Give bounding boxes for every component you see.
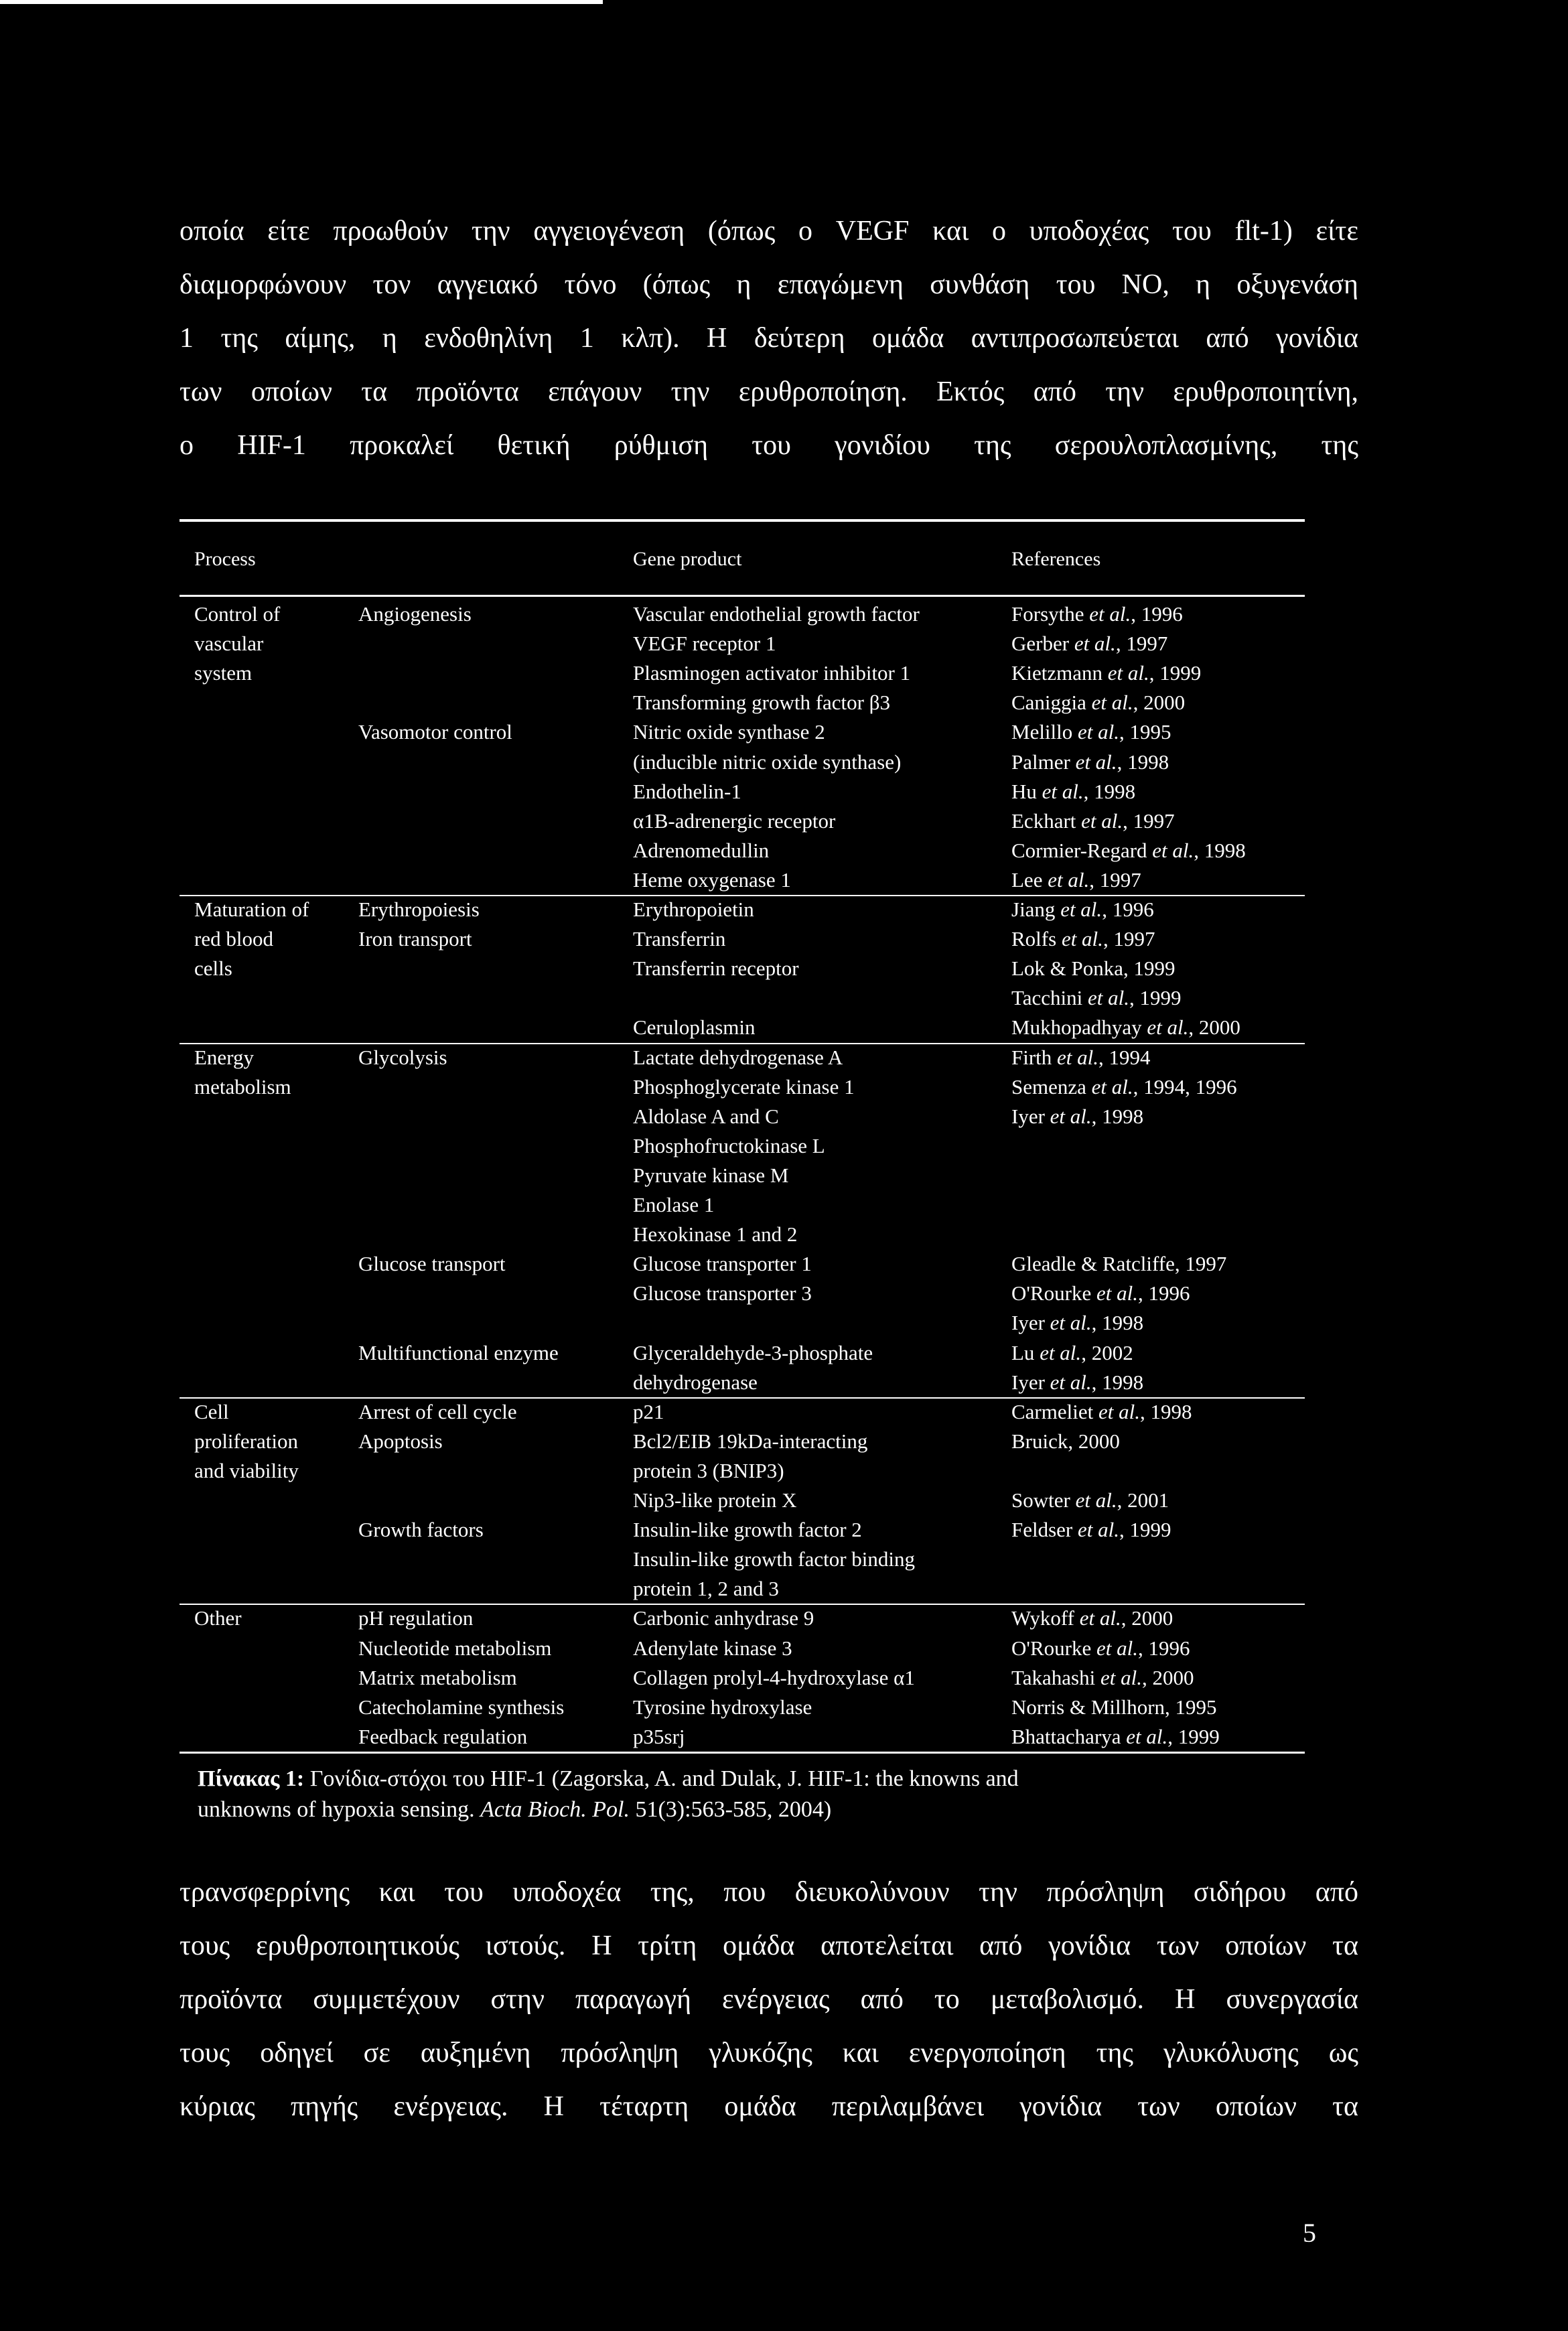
reference-author: Carmeliet: [1011, 1399, 1094, 1423]
reference-year: , 2001: [1117, 1488, 1169, 1512]
reference-et-al: et al.: [1091, 1074, 1133, 1099]
reference: [1011, 1369, 1143, 1396]
gene-product: Endothelin-1: [633, 779, 741, 803]
reference-author: Bruick, 2000: [1011, 1429, 1120, 1453]
process-subcategory: Multifunctional enzyme: [358, 1340, 559, 1364]
caption-text: 51(3):563-585, 2004): [629, 1797, 832, 1822]
reference-year: , 1998: [1117, 750, 1169, 774]
process-group: and viability: [194, 1458, 299, 1482]
process-subcategory: Catecholamine synthesis: [358, 1695, 565, 1719]
reference: [1011, 837, 1246, 864]
reference-et-al: et al.: [1050, 1104, 1092, 1128]
reference: [1011, 1074, 1237, 1101]
reference-year: , 1994, 1996: [1133, 1074, 1237, 1099]
process-group: Cell: [194, 1399, 229, 1423]
reference-year: , 1998: [1091, 1104, 1144, 1128]
reference: [1011, 1044, 1151, 1071]
gene-product: Glyceraldehyde-3-phosphate: [633, 1340, 873, 1364]
process-subcategory: Arrest of cell cycle: [358, 1399, 517, 1423]
reference: [1011, 1723, 1220, 1750]
reference: [1011, 719, 1171, 746]
reference-year: , 1997: [1115, 632, 1168, 656]
reference: [1011, 630, 1167, 657]
reference-author: Melillo: [1011, 720, 1073, 744]
reference-et-al: et al.: [1126, 1724, 1168, 1748]
header-rule: [180, 595, 1305, 597]
gene-product: Enolase 1: [633, 1193, 715, 1216]
process-subcategory: Iron transport: [358, 927, 472, 951]
reference-year: , 1999: [1149, 661, 1202, 685]
reference-et-al: et al.: [1100, 1665, 1142, 1689]
process-subcategory: Vasomotor control: [358, 720, 512, 744]
reference-author: Norris & Millhorn, 1995: [1011, 1695, 1217, 1719]
reference: [1011, 955, 1175, 982]
reference: [1011, 749, 1169, 776]
reference-author: Tacchini: [1011, 986, 1083, 1010]
header-process: Process: [194, 548, 256, 570]
text-line: τους ερυθροποιητικούς ιστούς. Η τρίτη ομάδα αποτελείται από γονίδια των οποίων τα: [180, 1930, 1358, 1961]
reference-et-al: et al.: [1060, 898, 1102, 921]
reference-author: Bhattacharya: [1011, 1724, 1121, 1748]
reference: [1011, 1399, 1192, 1425]
reference-et-al: et al.: [1107, 661, 1149, 685]
reference: [1011, 1635, 1190, 1662]
reference-year: , 2000: [1141, 1665, 1194, 1689]
text-line: των οποίων τα προϊόντα επάγουν την ερυθροποίηση. Εκτός από την ερυθροποιητίνη,: [180, 376, 1358, 407]
process-subcategory: Erythropoiesis: [358, 898, 480, 921]
process-subcategory: pH regulation: [358, 1606, 474, 1630]
reference-year: , 2000: [1133, 691, 1186, 715]
reference-author: Iyer: [1011, 1104, 1045, 1128]
reference-et-al: et al.: [1078, 1518, 1120, 1542]
process-group: system: [194, 661, 253, 685]
reference: [1011, 1665, 1194, 1691]
reference-et-al: et al.: [1147, 1015, 1189, 1040]
gene-product: p35srj: [633, 1724, 685, 1748]
gene-product: Nitric oxide synthase 2: [633, 720, 825, 744]
text-line: 1 της αίμης, η ενδοθηλίνη 1 κλπ). Η δεύτερη ομάδα αντιπροσωπεύεται από γονίδια: [180, 323, 1358, 354]
process-group: Energy: [194, 1045, 254, 1069]
reference-et-al: et al.: [1057, 1045, 1099, 1069]
reference-author: Hu: [1011, 779, 1037, 803]
gene-product: protein 3 (BNIP3): [633, 1458, 784, 1482]
reference-author: O'Rourke: [1011, 1281, 1092, 1305]
gene-product: Phosphofructokinase L: [633, 1133, 825, 1157]
reference-author: Feldser: [1011, 1518, 1073, 1542]
reference-et-al: et al.: [1075, 750, 1117, 774]
header-references: References: [1011, 548, 1101, 570]
reference-author: Rolfs: [1011, 927, 1057, 951]
reference: [1011, 926, 1155, 952]
page-number: 5: [1303, 2218, 1316, 2248]
reference-year: , 1998: [1091, 1311, 1144, 1335]
reference: [1011, 1251, 1226, 1277]
gene-product: Phosphoglycerate kinase 1: [633, 1074, 855, 1099]
gene-product: Erythropoietin: [633, 898, 754, 921]
paragraph-top: [180, 204, 1358, 472]
caption-label: Πίνακας 1:: [198, 1766, 305, 1791]
reference: [1011, 601, 1183, 628]
reference-year: , 1999: [1119, 1518, 1171, 1542]
gene-product: Insulin-like growth factor binding: [633, 1547, 915, 1571]
gene-product: VEGF receptor 1: [633, 632, 776, 656]
reference-year: , 1998: [1091, 1370, 1144, 1394]
process-subcategory: Nucleotide metabolism: [358, 1636, 552, 1660]
process-group: metabolism: [194, 1074, 291, 1099]
reference-et-al: et al.: [1074, 632, 1116, 656]
text-line: τρανσφερρίνης και του υποδοχέα της, που διευκολύνουν την πρόσληψη σιδήρου από: [180, 1877, 1358, 1908]
gene-product: Glucose transporter 1: [633, 1252, 812, 1276]
reference-year: , 2000: [1121, 1606, 1173, 1630]
reference: [1011, 660, 1201, 687]
reference-author: Iyer: [1011, 1370, 1045, 1394]
gene-product: p21: [633, 1399, 664, 1423]
caption-text: Γονίδια-στόχοι του HIF-1 (Zagorska, A. and Dulak, J. HIF-1: the knowns and: [304, 1766, 1019, 1791]
reference-et-al: et al.: [1089, 602, 1131, 626]
process-subcategory: Glucose transport: [358, 1252, 506, 1276]
gene-product: Tyrosine hydroxylase: [633, 1695, 812, 1719]
reference-year: , 1999: [1167, 1724, 1220, 1748]
reference-author: Lok & Ponka, 1999: [1011, 957, 1175, 981]
top-rule: [0, 0, 603, 4]
reference-year: , 1997: [1102, 927, 1155, 951]
reference: [1011, 1605, 1173, 1632]
reference-year: , 1998: [1139, 1399, 1192, 1423]
process-subcategory: Angiogenesis: [358, 602, 472, 626]
gene-product: Adrenomedullin: [633, 838, 770, 862]
table-bottom-rule: [180, 1752, 1305, 1754]
gene-product: Insulin-like growth factor 2: [633, 1518, 862, 1542]
process-group: Other: [194, 1606, 242, 1630]
reference-author: O'Rourke: [1011, 1636, 1092, 1660]
reference-year: , 1998: [1194, 838, 1246, 862]
paragraph-bottom: [180, 1865, 1358, 2133]
reference-et-al: et al.: [1091, 691, 1133, 715]
gene-product: Vascular endothelial growth factor: [633, 602, 920, 626]
reference-author: Sowter: [1011, 1488, 1070, 1512]
process-subcategory: Glycolysis: [358, 1045, 447, 1069]
text-line: προϊόντα συμμετέχουν στην παραγωγή ενέργειας από το μεταβολισμό. Η συνεργασία: [180, 1984, 1358, 2015]
reference: [1011, 896, 1154, 923]
reference-et-al: et al.: [1040, 1340, 1082, 1364]
reference: [1011, 1103, 1143, 1130]
gene-product: dehydrogenase: [633, 1370, 758, 1394]
gene-product: Transferrin receptor: [633, 957, 799, 981]
reference-et-al: et al.: [1088, 986, 1130, 1010]
reference-year: , 2002: [1081, 1340, 1133, 1364]
gene-product: Nip3-like protein X: [633, 1488, 797, 1512]
reference-year: , 1996: [1137, 1281, 1190, 1305]
reference-et-al: et al.: [1050, 1370, 1092, 1394]
reference-et-al: et al.: [1061, 927, 1103, 951]
reference: [1011, 1340, 1133, 1366]
gene-product: protein 1, 2 and 3: [633, 1577, 779, 1601]
gene-product: Glucose transporter 3: [633, 1281, 812, 1305]
reference-year: , 1998: [1083, 779, 1136, 803]
reference-et-al: et al.: [1075, 1488, 1117, 1512]
reference-year: , 1994: [1098, 1045, 1151, 1069]
reference-year: , 1996: [1131, 602, 1183, 626]
gene-product: Lactate dehydrogenase A: [633, 1045, 843, 1069]
process-subcategory: Matrix metabolism: [358, 1665, 517, 1689]
reference-author: Lee: [1011, 867, 1043, 892]
process-group: red blood: [194, 927, 273, 951]
gene-product: Transforming growth factor β3: [633, 691, 890, 715]
text-line: ο HIF-1 προκαλεί θετική ρύθμιση του γονιδίου της σερουλοπλασμίνης, της: [180, 430, 1358, 461]
gene-product: Adenylate kinase 3: [633, 1636, 792, 1660]
text-line: διαμορφώνουν τον αγγειακό τόνο (όπως η επαγώμενη συνθάση του NO, η οξυγενάση: [180, 269, 1358, 300]
text-line: οποία είτε προωθούν την αγγειογένεση (όπως ο VEGF και ο υποδοχέας του flt-1) είτε: [180, 216, 1358, 246]
reference-author: Caniggia: [1011, 691, 1086, 715]
reference-author: Forsythe: [1011, 602, 1084, 626]
reference-year: , 1997: [1123, 808, 1175, 833]
reference: [1011, 1694, 1217, 1721]
process-subcategory: Growth factors: [358, 1518, 484, 1542]
reference-author: Palmer: [1011, 750, 1070, 774]
reference-author: Iyer: [1011, 1311, 1045, 1335]
reference: [1011, 867, 1141, 894]
reference-author: Gerber: [1011, 632, 1070, 656]
reference-author: Wykoff: [1011, 1606, 1074, 1630]
caption-text: unknowns of hypoxia sensing.: [198, 1797, 481, 1822]
process-group: proliferation: [194, 1429, 298, 1453]
table-top-rule: [180, 519, 1305, 522]
gene-product: Ceruloplasmin: [633, 1015, 756, 1040]
text-line: κύριας πηγής ενέργειας. Η τέταρτη ομάδα περιλαμβάνει γονίδια των οποίων τα: [180, 2091, 1358, 2122]
reference-year: , 1996: [1102, 898, 1154, 921]
reference: [1011, 1310, 1143, 1336]
process-group: cells: [194, 957, 232, 981]
gene-product: Transferrin: [633, 927, 726, 951]
caption-journal: Acta Bioch. Pol.: [480, 1797, 630, 1822]
reference-author: Lu: [1011, 1340, 1035, 1364]
reference-et-al: et al.: [1098, 1399, 1140, 1423]
reference: [1011, 1428, 1120, 1455]
reference-author: Kietzmann: [1011, 661, 1103, 685]
reference: [1011, 689, 1185, 716]
gene-product: Carbonic anhydrase 9: [633, 1606, 814, 1630]
reference-et-al: et al.: [1048, 867, 1090, 892]
reference: [1011, 1014, 1240, 1041]
reference-year: , 2000: [1188, 1015, 1240, 1040]
gene-product: Aldolase A and C: [633, 1104, 779, 1128]
reference-author: Semenza: [1011, 1074, 1086, 1099]
reference-et-al: et al.: [1079, 1606, 1121, 1630]
reference-et-al: et al.: [1152, 838, 1194, 862]
header-gene-product: Gene product: [633, 548, 742, 570]
process-group: Control of: [194, 602, 281, 626]
reference-author: Eckhart: [1011, 808, 1076, 833]
gene-product: (inducible nitric oxide synthase): [633, 750, 902, 774]
reference-et-al: et al.: [1096, 1636, 1138, 1660]
reference: [1011, 985, 1182, 1011]
process-subcategory: Feedback regulation: [358, 1724, 528, 1748]
reference-year: , 1995: [1119, 720, 1171, 744]
reference-year: , 1997: [1089, 867, 1141, 892]
reference-et-al: et al.: [1081, 808, 1123, 833]
reference: [1011, 808, 1175, 835]
reference: [1011, 778, 1135, 805]
reference-author: Firth: [1011, 1045, 1052, 1069]
reference: [1011, 1487, 1169, 1514]
gene-product: Bcl2/EIB 19kDa-interacting: [633, 1429, 868, 1453]
reference-author: Cormier-Regard: [1011, 838, 1147, 862]
process-group: vascular: [194, 632, 264, 656]
gene-product: Heme oxygenase 1: [633, 867, 791, 892]
reference-et-al: et al.: [1096, 1281, 1138, 1305]
gene-product: Collagen prolyl-4-hydroxylase α1: [633, 1665, 915, 1689]
reference-year: , 1996: [1137, 1636, 1190, 1660]
reference-et-al: et al.: [1042, 779, 1084, 803]
gene-product: Hexokinase 1 and 2: [633, 1222, 798, 1247]
process-group: Maturation of: [194, 898, 309, 921]
gene-product: Pyruvate kinase M: [633, 1163, 789, 1187]
reference-year: , 1999: [1129, 986, 1182, 1010]
reference-author: Gleadle & Ratcliffe, 1997: [1011, 1252, 1227, 1276]
process-subcategory: Apoptosis: [358, 1429, 443, 1453]
reference-et-al: et al.: [1050, 1311, 1092, 1335]
reference-author: Mukhopadhyay: [1011, 1015, 1142, 1040]
reference-et-al: et al.: [1078, 720, 1120, 744]
text-line: τους οδηγεί σε αυξημένη πρόσληψη γλυκόζης και ενεργοποίηση της γλυκόλυσης ως: [180, 2038, 1358, 2068]
reference-author: Jiang: [1011, 898, 1056, 921]
table-caption: [198, 1764, 1303, 1825]
gene-product: α1B-adrenergic receptor: [633, 808, 836, 833]
reference: [1011, 1280, 1190, 1307]
gene-product: Plasminogen activator inhibitor 1: [633, 661, 911, 685]
reference-author: Takahashi: [1011, 1665, 1096, 1689]
reference: [1011, 1516, 1171, 1543]
